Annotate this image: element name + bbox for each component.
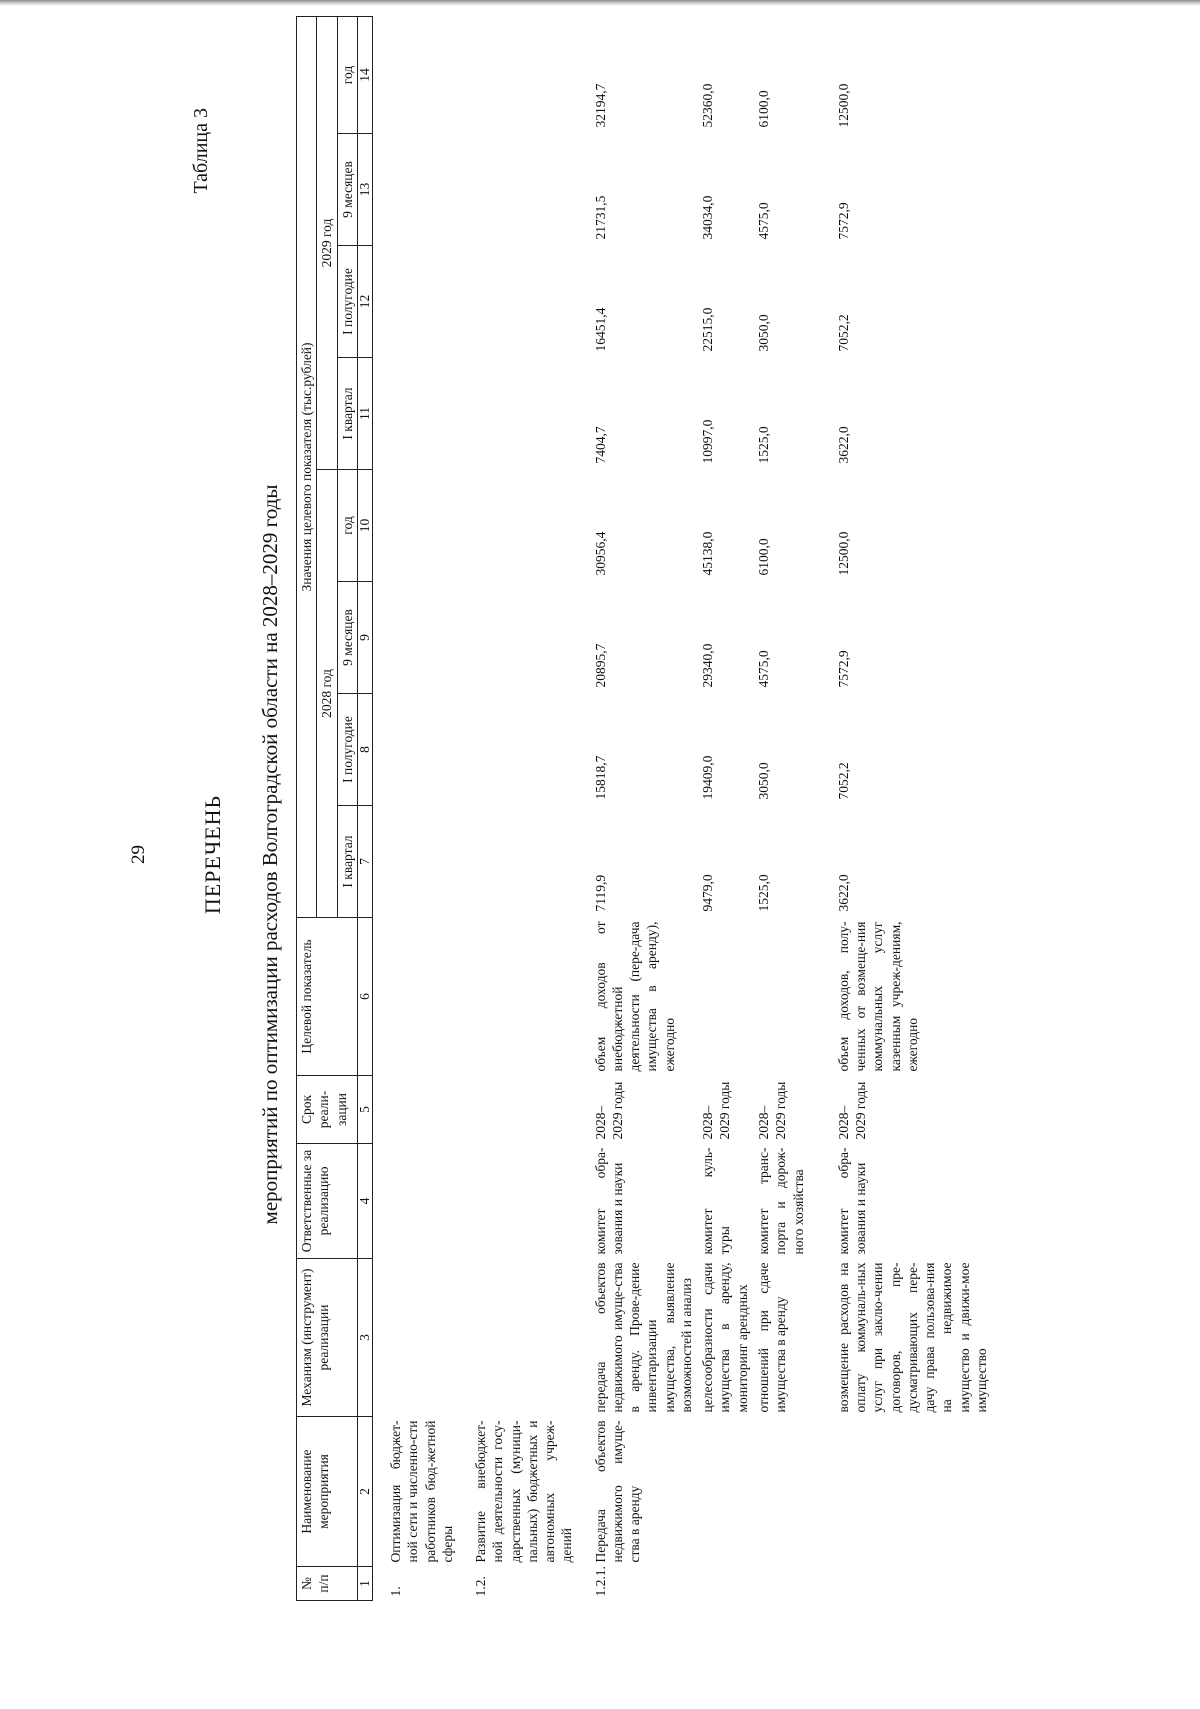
value-2029-9m: 7572,9 <box>835 202 851 240</box>
header-2029-9m: 9 месяцев <box>337 134 357 246</box>
column-number: 13 <box>357 134 372 246</box>
value-2028-h1 <box>372 694 458 806</box>
column-number: 4 <box>357 1144 372 1259</box>
measure-indicator: объем доходов, полу-ченных от возмеще-ния коммунальных услуг казенным учреж-дениям, ежегодно <box>835 921 920 1072</box>
column-number: 5 <box>357 1076 372 1144</box>
measure-mechanism <box>458 1259 578 1417</box>
measure-responsible: комитет транс-порта и дорож-ного хозяйства <box>756 1147 806 1255</box>
row-number: 1.2.1. <box>592 1566 608 1597</box>
value-2028-h1 <box>458 694 578 806</box>
column-number: 6 <box>357 918 372 1076</box>
header-name: Наименование мероприятия <box>297 1417 358 1567</box>
measure-responsible: комитет обра-зования и науки <box>835 1147 869 1255</box>
row-number <box>697 1567 753 1601</box>
page-number: 29 <box>128 845 149 864</box>
value-2028-9m: 7572,9 <box>835 650 851 688</box>
value-2029-year <box>372 16 458 133</box>
measure-responsible: комитет обра-зования и науки <box>592 1147 625 1255</box>
header-2028-year: год <box>337 470 357 582</box>
document-subtitle: мероприятий по оптимизации расходов Волгоградской области на 2028–2029 годы <box>258 484 282 1225</box>
header-year-2029: 2029 год <box>317 16 337 469</box>
header-2028-h1: I полугодие <box>337 694 357 806</box>
value-2029-q1: 3622,0 <box>835 426 851 464</box>
measure-indicator <box>372 918 458 1076</box>
value-2028-year <box>372 470 458 582</box>
value-2029-9m: 4575,0 <box>756 202 772 240</box>
value-2028-q1: 9479,0 <box>700 874 716 912</box>
measure-indicator: объем доходов от внебюджетной деятельности (пере-дача имущества в аренду), ежегодно <box>592 921 677 1072</box>
document-title: ПЕРЕЧЕНЬ <box>200 794 225 915</box>
column-number: 8 <box>357 694 372 806</box>
value-2029-9m <box>372 134 458 246</box>
measure-mechanism: целесообразности сдачи имущества в аренду, мониторинг арендных <box>700 1262 750 1413</box>
measure-term: 2028–2029 годы <box>835 1081 869 1140</box>
value-2028-q1 <box>458 806 578 918</box>
header-2028-9m: 9 месяцев <box>337 582 357 694</box>
value-2028-q1: 7119,9 <box>592 874 608 912</box>
value-2029-h1: 16451,4 <box>592 307 608 352</box>
value-2029-q1 <box>372 358 458 470</box>
value-2028-year: 6100,0 <box>756 538 772 576</box>
table-row <box>809 16 992 1600</box>
value-2029-q1 <box>458 358 578 470</box>
value-2029-9m <box>458 134 578 246</box>
measure-term: 2028–2029 годы <box>592 1081 625 1140</box>
value-2029-year: 6100,0 <box>756 90 772 128</box>
measure-indicator <box>458 918 578 1076</box>
table-label: Таблица 3 <box>190 108 212 194</box>
value-2029-9m: 34034,0 <box>700 195 716 240</box>
table-row <box>372 16 458 1600</box>
measure-indicator <box>753 918 809 1076</box>
measure-term: 2028–2029 годы <box>756 1081 789 1140</box>
measures-table <box>296 16 992 1601</box>
value-2029-h1: 3050,0 <box>756 314 772 352</box>
measure-mechanism: отношений при сдаче имущества в аренду <box>756 1262 789 1413</box>
column-number: 1 <box>357 1567 372 1601</box>
value-2028-h1: 7052,2 <box>835 762 851 800</box>
measure-term <box>372 1076 458 1144</box>
row-number <box>753 1567 809 1601</box>
value-2028-9m: 29340,0 <box>700 643 716 688</box>
column-number: 11 <box>357 358 372 470</box>
value-2029-h1: 22515,0 <box>700 307 716 352</box>
value-2029-9m: 21731,5 <box>592 195 608 240</box>
value-2029-h1 <box>372 246 458 358</box>
header-responsible: Ответственные за реализацию <box>297 1144 358 1259</box>
table-row <box>578 16 698 1600</box>
table-row <box>697 16 753 1600</box>
measure-responsible: комитет куль-туры <box>700 1147 733 1255</box>
row-number <box>809 1567 992 1601</box>
value-2029-q1: 10997,0 <box>700 419 716 464</box>
header-2029-h1: I полугодие <box>337 246 357 358</box>
value-2029-h1 <box>458 246 578 358</box>
value-2029-q1: 7404,7 <box>592 426 608 464</box>
value-2028-q1: 1525,0 <box>756 874 772 912</box>
header-2029-year: год <box>337 16 357 133</box>
header-indicator: Целевой показатель <box>297 918 358 1076</box>
value-2028-9m <box>458 582 578 694</box>
column-number: 9 <box>357 582 372 694</box>
value-2028-9m: 4575,0 <box>756 650 772 688</box>
column-number: 2 <box>357 1417 372 1567</box>
measure-name <box>753 1417 809 1567</box>
column-number: 10 <box>357 470 372 582</box>
value-2029-year: 52360,0 <box>700 83 716 128</box>
measure-indicator <box>697 918 753 1076</box>
column-number: 12 <box>357 246 372 358</box>
value-2028-year <box>458 470 578 582</box>
column-number: 7 <box>357 806 372 918</box>
value-2028-year: 30956,4 <box>592 531 608 576</box>
measure-name: Оптимизация бюджет-ной сети и численно-сти работников бюд-жетной сферы <box>387 1420 455 1563</box>
header-num: № п/п <box>297 1567 358 1601</box>
value-2028-year: 45138,0 <box>700 531 716 576</box>
column-number: 14 <box>357 16 372 133</box>
value-2028-year: 12500,0 <box>835 531 851 576</box>
table-row <box>458 16 578 1600</box>
measure-responsible <box>372 1144 458 1259</box>
measure-name: Передача объектов недвижимого имуще-ства в аренду <box>592 1420 643 1563</box>
header-values-group: Значения целевого показателя (тыс.рублей) <box>297 16 317 917</box>
measure-mechanism <box>372 1259 458 1417</box>
value-2029-q1: 1525,0 <box>756 426 772 464</box>
header-mechanism: Механизм (инструмент) реализации <box>297 1259 358 1417</box>
measure-mechanism: возмещение расходов на оплату коммуналь-ных услуг при заклю-чении договоров, пре-дусматривающих пере-дачу права пользова-ния на недвижимое имущество и движи-мое имущество <box>835 1262 989 1413</box>
measure-name <box>809 1417 992 1567</box>
header-term: Срок реали-зации <box>297 1076 358 1144</box>
row-number: 1. <box>387 1586 403 1597</box>
value-2028-q1 <box>372 806 458 918</box>
header-2029-q1: I квартал <box>337 358 357 470</box>
header-2028-q1: I квартал <box>337 806 357 918</box>
measure-term: 2028–2029 годы <box>700 1081 733 1140</box>
value-2028-h1: 15818,7 <box>592 755 608 800</box>
measure-name <box>697 1417 753 1567</box>
table-row <box>753 16 809 1600</box>
row-number: 1.2. <box>473 1576 489 1597</box>
measure-mechanism: передача объектов недвижимого имуще-ства в аренду. Прове-дение инвентаризации имущества, выявление возможностей и анализ <box>592 1262 694 1413</box>
measure-term <box>458 1076 578 1144</box>
value-2029-h1: 7052,2 <box>835 314 851 352</box>
value-2028-h1: 19409,0 <box>700 755 716 800</box>
value-2028-h1: 3050,0 <box>756 762 772 800</box>
value-2029-year: 32194,7 <box>592 83 608 128</box>
value-2029-year: 12500,0 <box>835 83 851 128</box>
value-2028-q1: 3622,0 <box>835 874 851 912</box>
value-2028-9m: 20895,7 <box>592 643 608 688</box>
column-number: 3 <box>357 1259 372 1417</box>
header-year-2028: 2028 год <box>317 470 337 918</box>
value-2028-9m <box>372 582 458 694</box>
value-2029-year <box>458 16 578 133</box>
measure-name: Развитие внебюджет-ной деятельности госу-дарственных (муници-пальных) бюджетных и автономных учреж-дений <box>473 1420 575 1563</box>
measure-responsible <box>458 1144 578 1259</box>
